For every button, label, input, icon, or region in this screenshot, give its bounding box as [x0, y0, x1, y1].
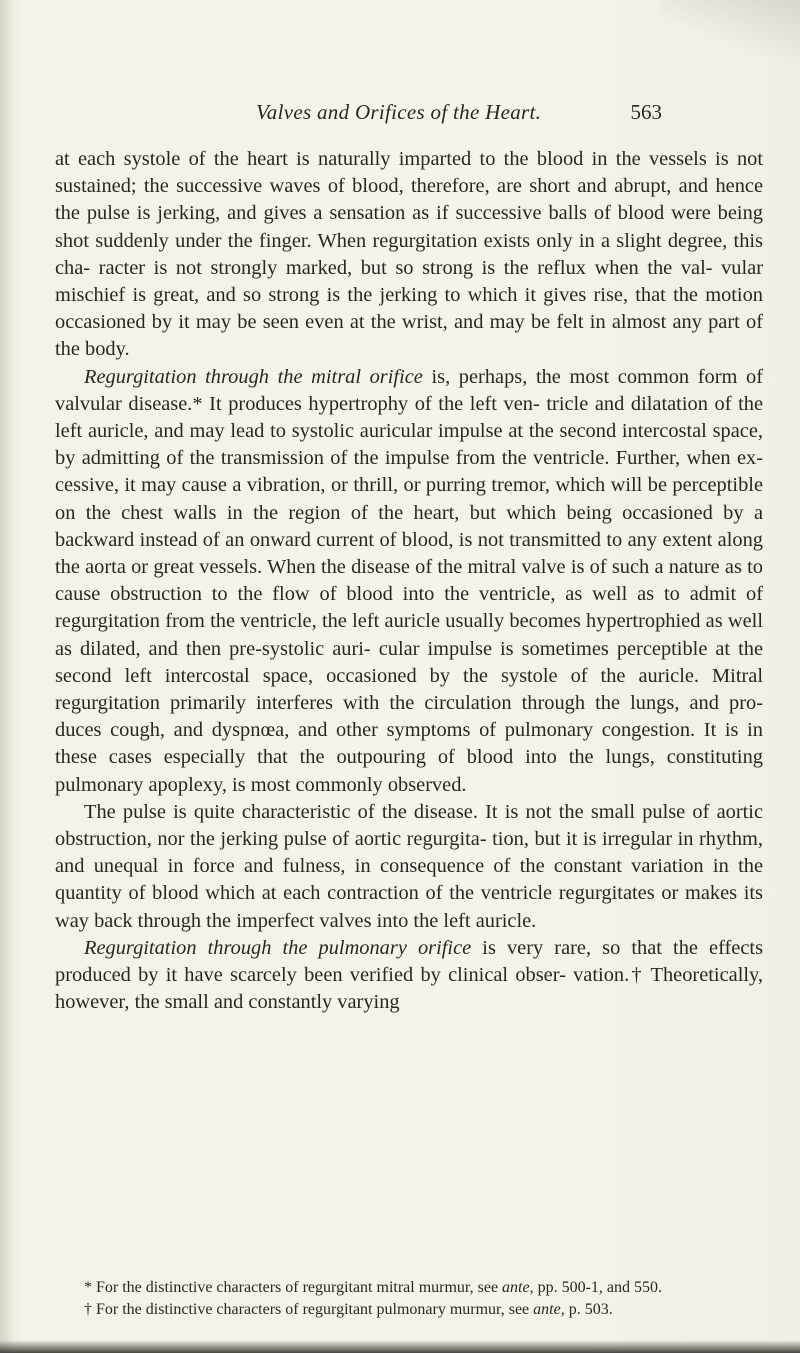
italic-heading-text: ante	[502, 1279, 530, 1296]
page-corner-shadow	[660, 0, 800, 80]
italic-heading-text: Regurgitation through the mitral orifice	[84, 365, 423, 388]
text-run: , p. 503.	[560, 1301, 613, 1318]
italic-heading-text: Regurgitation through the pulmonary orifice	[84, 936, 472, 959]
paragraph	[55, 364, 763, 799]
text-run: The pulse is quite characteristic of the disease. It is not the small pulse of aortic obstruction, nor the jerking pulse of aortic regurgita- tion, but it is irregular in rhythm, and unequal in force and fulness, in consequence of the constant variation in the quantity of blood which at each contraction of the ventricle regurgitates or makes its way back through the imperfect valves into the left auricle.	[55, 800, 763, 932]
paragraph	[55, 799, 763, 935]
footnote	[55, 1277, 763, 1299]
binding-shadow	[0, 0, 14, 1353]
page-bottom-edge	[0, 1340, 800, 1353]
italic-heading-text: ante	[533, 1301, 561, 1318]
text-run: at each systole of the heart is naturally imparted to the blood in the vessels is not sustained; the successive waves of blood, therefore, are short and abrupt, and hence the pulse is jerking, and gives a sensation as if successive balls of blood were being shot suddenly under the finger. When regurgitation exists only in a slight degree, this cha- racter is not strongly marked, but so strong is the reflux when the val- vular mischief is great, and so strong is the jerking to which it gives rise, that the motion occasioned by it may be seen even at the wrist, and may be felt in almost any part of the body.	[55, 148, 763, 361]
text-run: * For the distinctive characters of regurgitant mitral murmur, see	[84, 1279, 503, 1296]
paragraph	[55, 146, 763, 364]
footnote	[55, 1299, 763, 1321]
running-head	[256, 100, 662, 134]
running-head-title: Valves and Orifices of the Heart.	[256, 100, 542, 124]
page-number: 563	[630, 100, 662, 124]
text-run: , pp. 500-1, and 550.	[529, 1279, 663, 1296]
body-text	[55, 146, 763, 1017]
text-run: is very rare, so that the effects produced by it have scarcely been verified by clinical obser- vation.† Theoretically, however, the small and constantly varying	[55, 936, 764, 1014]
paragraph	[55, 935, 763, 1017]
text-run: is, perhaps, the most common form of valvular disease.* It produces hypertrophy of the left ven- tricle and dilatation of the left auricle, and may lead to systolic auricular impulse at the second intercostal space, by admitting of the transmission of the impulse from the ventricle. Further, when ex- cessive, it may cause a vibration, or thrill, or purring tremor, which will be perceptible on the chest walls in the region of the heart, but which being occasioned by a backward instead of an onward current of blood, is not transmitted to any extent along the aorta or great vessels. When the disease of the mitral valve is of such a nature as to cause obstruction to the flow of blood into the ventricle, as well as to admit of regurgitation from the ventricle, the left auricle usually becomes hypertrophied as well as dilated, and then pre-systolic auri- cular impulse is sometimes perceptible at the second left intercostal space, occasioned by the systole of the auricle. Mitral regurgitation primarily interferes with the circulation through the lungs, and pro- duces cough, and dyspnœa, and other symptoms of pulmonary congestion. It is in these cases especially that the outpouring of blood into the lungs, constituting pulmonary apoplexy, is most commonly observed.	[55, 365, 763, 796]
text-run: † For the distinctive characters of regurgitant pulmonary murmur, see	[84, 1301, 534, 1318]
footnotes	[55, 1277, 763, 1321]
